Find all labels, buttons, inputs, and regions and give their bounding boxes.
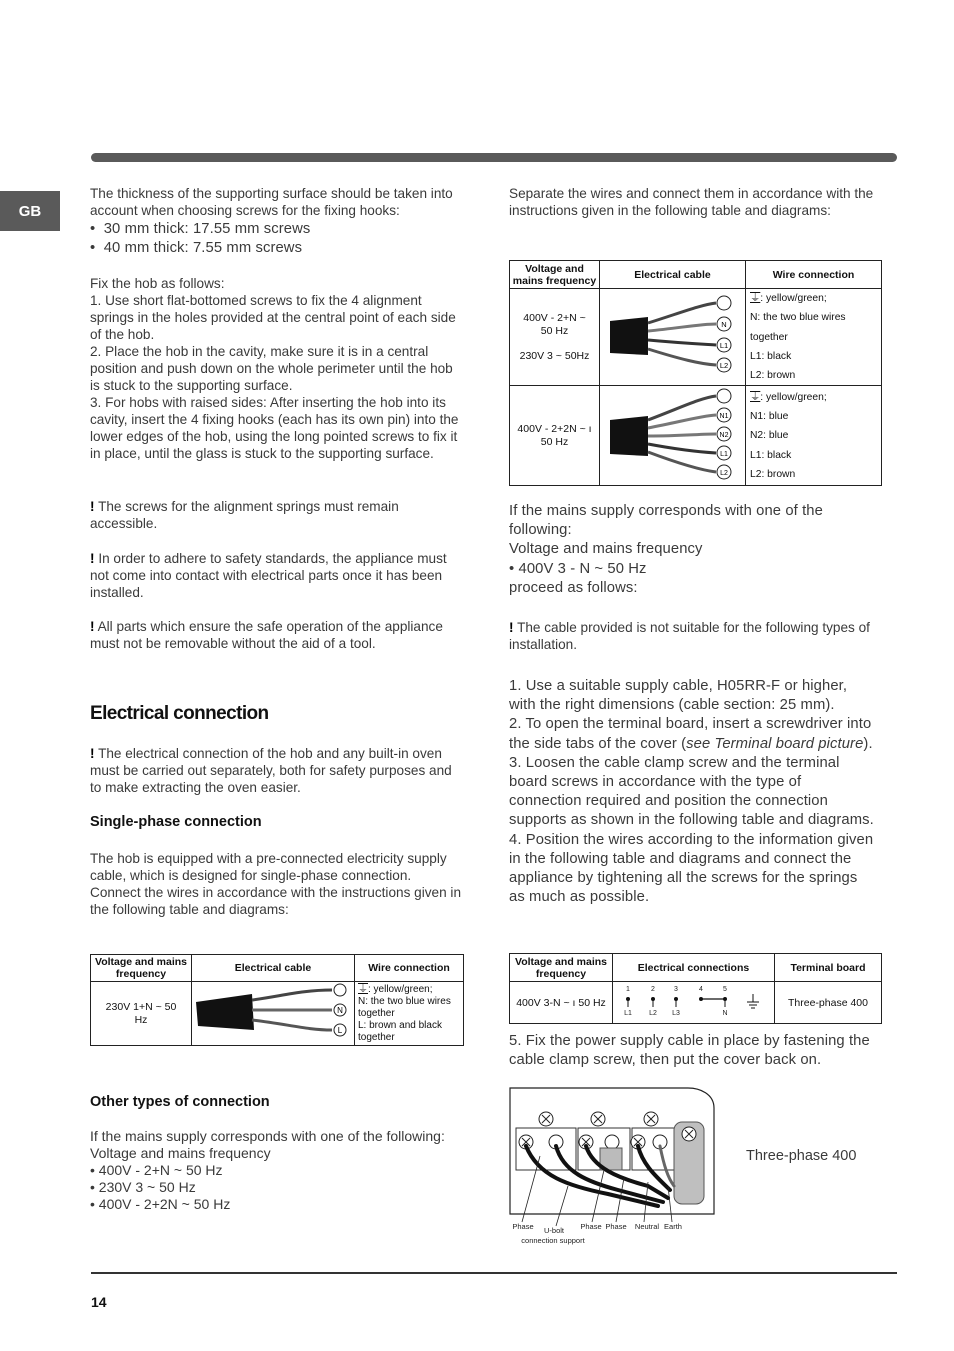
single-cable-icon bbox=[192, 982, 354, 1042]
terminal-label: N bbox=[721, 319, 727, 329]
cable-diagram bbox=[600, 386, 746, 486]
svg-text:L1: L1 bbox=[624, 1010, 632, 1017]
svg-text:N: N bbox=[722, 1010, 728, 1017]
terminal-steps: 1. Use a suitable supply cable, H05RR-F or higher, with the right dimensions (cable section: 25 mm). 2. To open the terminal board, insert a screwdriver into the side tabs of the cover (see Terminal board picture). 3. Loosen the cable clamp screw and the terminal board screws in accordance with the type of connection required and position the connection supports as shown in the following table and diagrams. 4. Position the wires according to the information given in the following table and diagrams and connect the appliance by tightening all the screws for the springs as much as possible. bbox=[509, 678, 874, 906]
terminal-label: N1 bbox=[719, 413, 729, 421]
svg-text:4: 4 bbox=[699, 986, 703, 993]
elec-warning: ! The electrical connection of the hob and any built-in oven must be carried out separately, both for safety purposes and to make extracting the oven easier. bbox=[90, 746, 452, 795]
diagram-label: Phase bbox=[580, 1222, 602, 1231]
diagram-caption: Three-phase 400 bbox=[746, 1148, 857, 1164]
terminal-board-table: Voltage and mains frequency Electrical connections Terminal board 400V 3-N ~ ı 50 Hz 1 2 3 4 5 L1 L2 L3 N Three-phase 400 bbox=[509, 953, 882, 1024]
cable-clamp-step: 5. Fix the power supply cable in place by fastening the cable clamp screw, then put the cover back on. bbox=[509, 1033, 870, 1069]
cable-diagram bbox=[192, 982, 355, 1046]
warning-1: ! The screws for the alignment springs must remain accessible. bbox=[90, 499, 399, 531]
terminal-label: L2 bbox=[720, 470, 728, 478]
warning-3: ! All parts which ensure the safe operation of the appliance must not be removable without the aid of a tool. bbox=[90, 619, 443, 651]
fix-instructions: Fix the hob as follows: 1. Use short flat-bottomed screws to fix the 4 alignment springs in the holes provided at the central point of each side of the hob. 2. Place the hob in the cavity, make sure it is in a central position and push down on the whole perimeter until the hob is stuck to the supporting surface. 3. For hobs with raised sides: After inserting the hob into its cavity, insert the 4 fixing hooks (each has its own pin) into the lower edges of the hob, using the long pointed screws to fix it in place, until the glass is stuck to the supporting surface. bbox=[90, 276, 459, 461]
other-types-heading: Other types of connection bbox=[90, 1094, 270, 1110]
wire-item: ⏚: yellow/green; bbox=[358, 983, 433, 995]
section-heading: Electrical connection bbox=[90, 703, 269, 724]
single-phase-heading: Single-phase connection bbox=[90, 814, 262, 830]
single-phase-table: Voltage and mains frequency Electrical cable Wire connection 230V 1+N ~ 50 Hz N L ⏚: yellow/green; N: the two blue wires together L: brown and black together bbox=[90, 954, 464, 1046]
top-divider bbox=[91, 153, 897, 162]
terminal-label: N2 bbox=[719, 432, 729, 440]
cable-diagram bbox=[600, 289, 746, 386]
warning-2: ! In order to adhere to safety standards, the appliance must not come into contact with electrical parts once it has been installed. bbox=[90, 551, 447, 600]
svg-text:3: 3 bbox=[674, 986, 678, 993]
wire-item: L: brown and black together bbox=[358, 1019, 442, 1043]
svg-text:N: N bbox=[337, 1006, 343, 1015]
multi-phase-table: Voltage and mains frequency Electrical cable Wire connection 400V - 2+N ~ 50 Hz 230V 3 ~ 50Hz N L1 L2 ⏚: yellow/green; N: the two blue wires together L1: black L2: brown 400V - 2+2N ~ ı 50 Hz N1 N2 L1 L2 ⏚: yellow/green; N1: blue N2: blue L1: black L2: brown bbox=[509, 260, 882, 486]
diagram-label: Phase bbox=[512, 1222, 534, 1231]
other-types-text: If the mains supply corresponds with one of the following: Voltage and mains frequency • 400V - 2+N ~ 50 Hz • 230V 3 ~ 50 Hz • 400V - 2+2N ~ 50 Hz bbox=[90, 1128, 445, 1212]
cable-4-wire-icon bbox=[600, 293, 745, 379]
svg-text:L2: L2 bbox=[649, 1010, 657, 1017]
wire-item: ⏚: yellow/green; bbox=[750, 293, 827, 304]
terminal-label: L1 bbox=[720, 451, 728, 459]
bullet-item: • 30 mm thick: 17.55 mm screws bbox=[90, 221, 311, 237]
svg-text:L: L bbox=[337, 1026, 343, 1035]
wire-item: L1: black bbox=[750, 449, 792, 461]
wire-item: L2: brown bbox=[750, 370, 796, 382]
separate-intro: Separate the wires and connect them in accordance with the instructions given in the following table and diagrams: bbox=[509, 186, 874, 218]
svg-text:1: 1 bbox=[626, 986, 630, 993]
language-tab: GB bbox=[0, 191, 60, 231]
wire-item: N: the two blue wires together bbox=[358, 995, 451, 1019]
mains-supply-text: If the mains supply corresponds with one of the following: Voltage and mains frequency • 400V 3 - N ~ 50 Hz proceed as follows: bbox=[509, 503, 823, 596]
wire-item: N: the two blue wires together bbox=[750, 312, 846, 343]
bottom-divider bbox=[91, 1272, 897, 1274]
wire-item: L1: black bbox=[750, 350, 792, 362]
terminal-board-diagram bbox=[508, 1086, 720, 1248]
wire-item: N2: blue bbox=[750, 430, 789, 442]
single-phase-text: The hob is equipped with a pre-connected electricity supply cable, which is designed for single-phase connection. Connect the wires in accordance with the instructions given in the following table and diagrams: bbox=[90, 851, 462, 917]
svg-text:L3: L3 bbox=[672, 1010, 680, 1017]
wire-item: L2: brown bbox=[750, 468, 796, 480]
diagram-label: Neutral bbox=[634, 1222, 660, 1231]
diagram-label: Earth bbox=[664, 1222, 682, 1231]
wire-item: ⏚: yellow/green; bbox=[750, 391, 827, 403]
wire-item: N1: blue bbox=[750, 411, 789, 423]
connection-diagram bbox=[613, 982, 775, 1024]
cable-5-wire-icon bbox=[600, 386, 745, 482]
terminal-label: L2 bbox=[719, 360, 729, 370]
diagram-label: Phase bbox=[605, 1222, 627, 1231]
terminal-label: L1 bbox=[719, 340, 729, 350]
cable-warning: ! The cable provided is not suitable for the following types of installation. bbox=[509, 620, 870, 652]
diagram-label: connection support bbox=[521, 1236, 585, 1245]
svg-text:5: 5 bbox=[723, 986, 727, 993]
bullet-item: • 40 mm thick: 7.55 mm screws bbox=[90, 240, 303, 257]
terminal-connection-icon bbox=[613, 982, 773, 1020]
page-number: 14 bbox=[91, 1294, 107, 1310]
screw-intro: The thickness of the supporting surface should be taken into account when choosing screws for the fixing hooks: • 30 mm thick: 17.55 mm screws • 40 mm thick: 7.55 mm screws bbox=[90, 185, 462, 258]
diagram-label: U-bolt bbox=[543, 1226, 565, 1235]
svg-text:2: 2 bbox=[651, 986, 655, 993]
